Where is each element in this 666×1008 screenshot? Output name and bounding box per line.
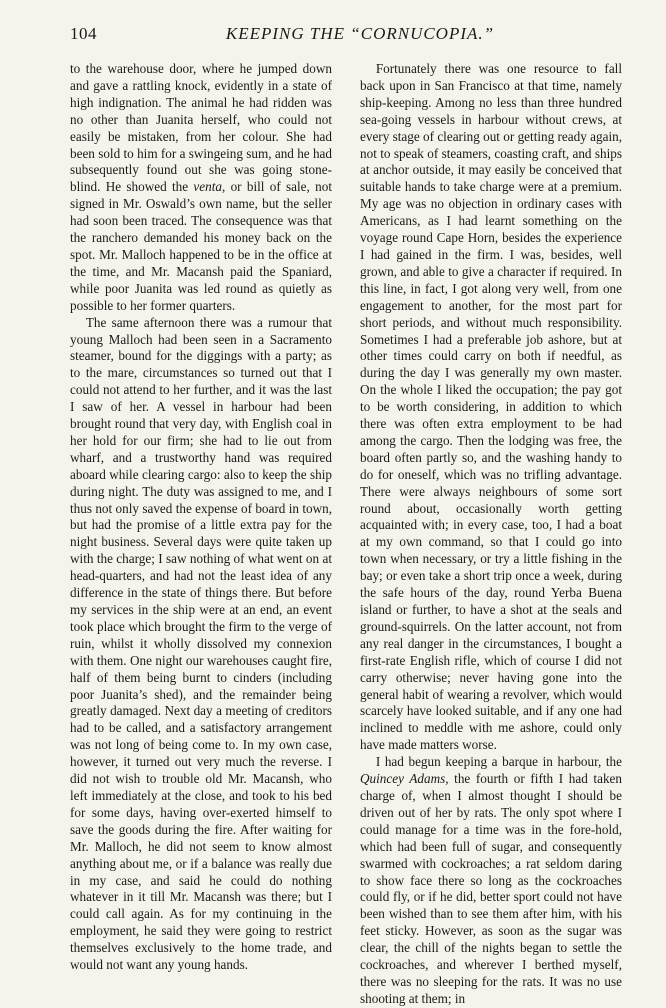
right-column: [360, 61, 622, 1006]
left-paragraph-2: [70, 315, 332, 974]
left-column: [70, 61, 332, 973]
page-header: [70, 24, 610, 50]
text-run: I had begun keeping a barque in harbour, the: [375, 754, 622, 770]
left-paragraph-1: [70, 61, 332, 315]
right-paragraph-1: [360, 61, 622, 754]
right-paragraph-2: [360, 754, 622, 1008]
text-run: The same afternoon there was a rumour that young Malloch had been seen in a Sacramento steamer, bound for the diggings with a party; as to the mare, circumstances so turned out that I could not attend to her further, and it was the last I saw of her. A vessel in harbour had been brought round that very day, with English coal in her hold for our firm; she had to lie out from wharf, and a trustworthy hand was required aboard while clearing cargo: also to keep the ship during night. The duty was assigned to me, and I thus not only saved the expense of board in town, but had the promise of a little extra pay for the night business. Several days were quite taken up with the charge; I saw nothing of what went on at head-quarters, and had not the least idea of any difference in the state of things there. But before my services in the ship were at an end, an event took place which brought the firm to the verge of ruin, whilst it wholly dissolved my connexion with them. One night our warehouses caught fire, half of them being burnt to cinders (including poor Juanita’s shed), and the remainder being greatly damaged. Next day a meeting of creditors had to be called, and a satisfactory arrangement was not long of being come to. In my own case, however, it turned out very much the reverse. I did not wish to trouble old Mr. Macansh, who left immediately at the close, and took to his bed for some days, having over-exerted himself to save the goods during the fire. After waiting for Mr. Malloch, he did not seem to know almost anything about me, or if a balance was really due in my case, and said he could do nothing whatever in it till Mr. Macansh was there; but I could call again. As for my continuing in the employment, he said they were going to restrict themselves exclusively to the home trade, and would not want any young hands.: [70, 314, 332, 973]
italic-text-run: venta: [193, 179, 222, 195]
text-run: Fortunately there was one resource to fall back upon in San Francisco at that time, namely ship-keeping. Among no less than three hundred sea-going vessels in harbour without crews, at every stage of clearing out or getting ready again, not to speak of steamers, coasting craft, and ships at anchor outside, it may easily be conceived that suitable hands to take charge were at a premium. My age was no objection in ordinary cases with Americans, as I had learnt something on the voyage round Cape Horn, besides the experience I had gained in the firm. I was, besides, well grown, and able to give a character if required. In this line, in fact, I got along very well, from one engagement to another, for the most part for short periods, and without much responsibility. Sometimes I had a preferable job ashore, but at other times could carry on both if needful, as during the day I was generally my own master. On the whole I liked the occupation; the pay got to be worth considering, in addition to which there was often extra employment to be had among the cargo. Then the lodging was free, the board often partly so, and the washing handy to do for oneself, which was no trifling advantage. There were always neighbours of some sort round about, occasionally worth getting acquainted with; in every case, too, I had a boat at my own command, so that I could go into town when necessary, or try a little fishing in the bay; or even take a short trip once a week, during the safe hours of the day, round Yerba Buena island or further, to have a shot at the seals and ground-squirrels. On the latter account, not from any real danger in the circumstances, I bought a first-rate English rifle, which of course I did not carry otherwise; never having gone into the general habit of wearing a revolver, which would scarcely have looked suitable, and if any one had inclined to meddle with me ashore, could only have made matters worse.: [360, 61, 622, 753]
text-run: to the warehouse door, where he jumped down and gave a rattling knock, evidently in a state of high indignation. The animal he had ridden was no other than Juanita herself, who could not easily be mistaken, from her colour. She had been sold to him for a swingeing sum, and he had subsequently found out she was going stone-blind. He showed the: [70, 61, 332, 195]
page-number: 104: [70, 24, 97, 43]
text-columns: [70, 61, 626, 1006]
running-title: KEEPING THE “CORNUCOPIA.”: [225, 24, 495, 43]
italic-text-run: Quincey Adams: [360, 771, 446, 787]
text-run: , or bill of sale, not signed in Mr. Oswald’s own name, but the seller had soon been traced. The consequence was that the ranchero demanded his money back on the spot. Mr. Malloch happened to be in the office at the time, and Mr. Macansh paid the Spaniard, while poor Juanita was led round as quietly as possible to her former quarters.: [70, 179, 332, 313]
text-run: , the fourth or fifth I had taken charge of, when I almost thought I should be driven out of her by rats. The only spot where I could manage for a time was in the fore-hold, which had been full of sugar, and consequently swarmed with cockroaches; a rat seldom daring to show face there so long as the cockroaches could fly, or if he did, better sport could not have been wished than to see them after him, with his feet sticky. However, as soon as the sugar was clear, the chill of the nights began to settle the cockroaches, and wherever I berthed myself, there was no sleeping for the rats. It was no use shooting at them; in: [360, 771, 622, 1006]
